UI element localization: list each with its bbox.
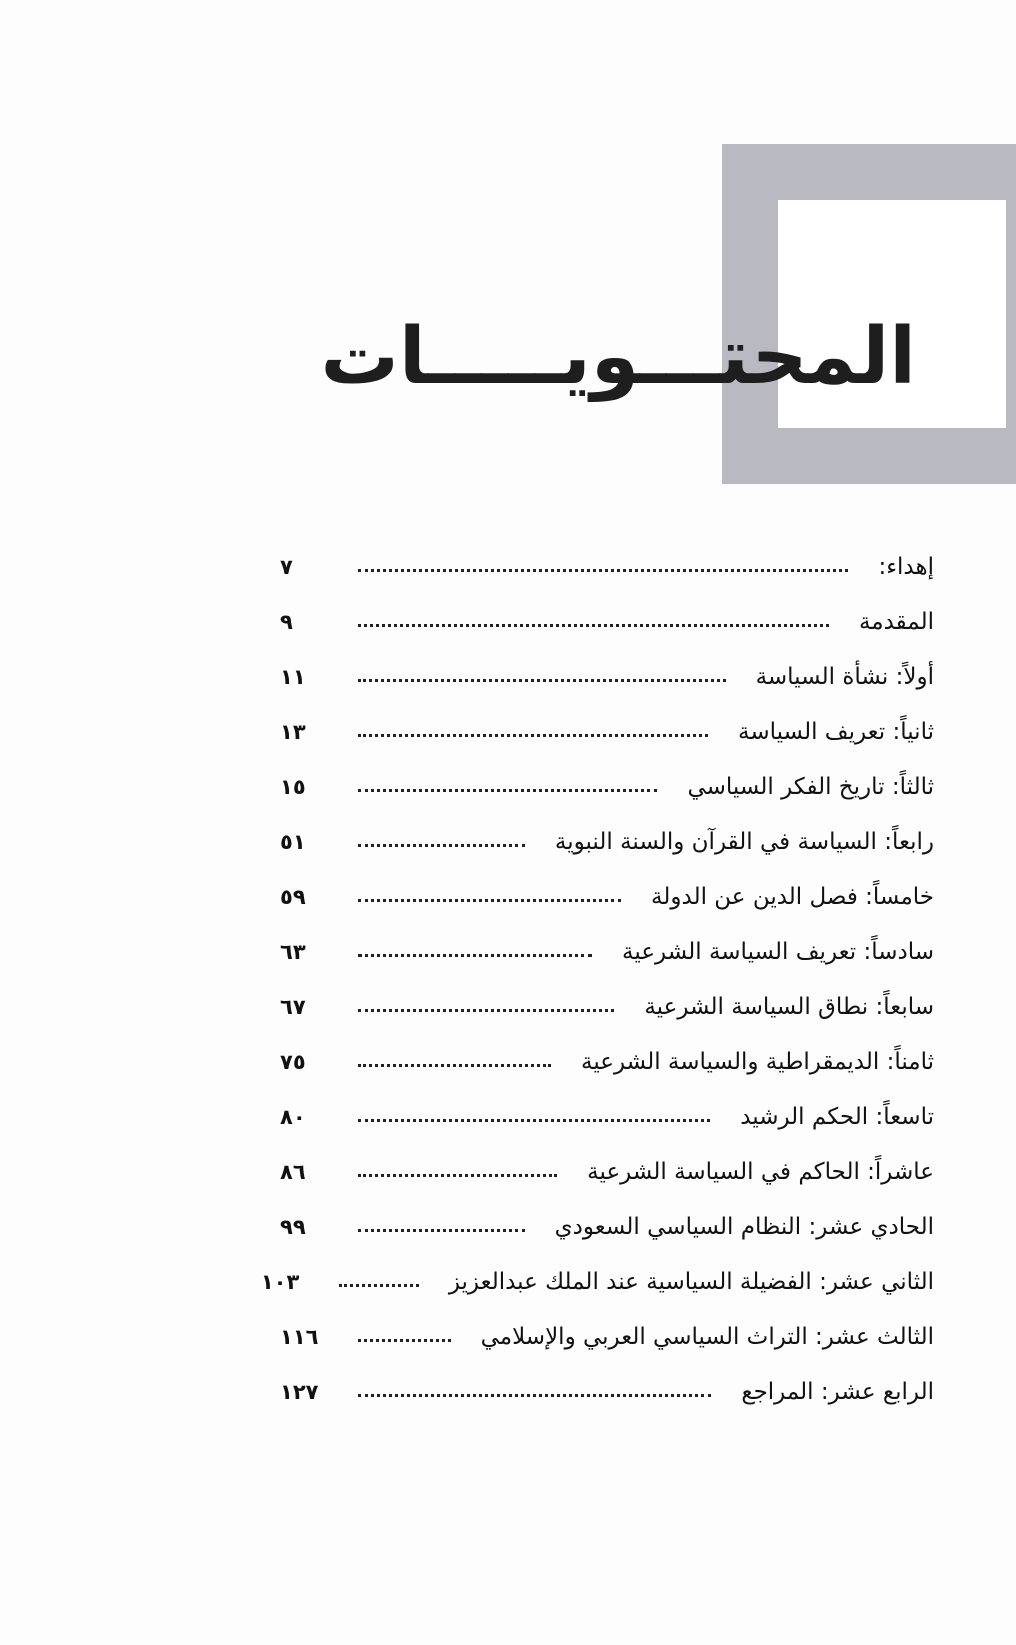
toc-entry-page-number: ٩ [280,610,293,634]
toc-entry [280,829,934,884]
toc-dot-leader [358,954,592,957]
toc-entry-label: الرابع عشر: المراجع [741,1379,934,1405]
toc-entry-label: إهداء: [878,554,934,580]
toc-entry-label: أولاً: نشأة السياسة [755,664,934,690]
toc-dot-leader [358,1339,451,1342]
toc-entry [280,939,934,994]
toc-entry-page-number: ٨٠ [280,1105,306,1129]
toc-entry-page-number: ٨٦ [280,1160,306,1184]
toc-entry-label: ثامناً: الديمقراطية والسياسة الشرعية [581,1049,934,1075]
toc-entry-label: المقدمة [858,609,934,635]
toc-entry-page-number: ١٢٧ [280,1380,319,1404]
toc-entry [280,609,934,664]
toc-entry [280,994,934,1049]
toc-entry [280,774,934,829]
toc-entry-page-number: ٦٧ [280,995,306,1019]
toc-entry [280,1214,934,1269]
toc-entry-page-number: ١١ [280,665,306,689]
toc-dot-leader [358,1394,711,1397]
toc-dot-leader [358,899,621,902]
toc-entry-page-number: ٧٥ [280,1050,306,1074]
toc-dot-leader [358,679,726,682]
toc-entry-page-number: ٧ [280,555,293,579]
toc-entry-page-number: ١١٦ [280,1325,319,1349]
toc-entry-page-number: ٩٩ [280,1215,306,1239]
toc-entry-page-number: ٦٣ [280,940,306,964]
toc-dot-leader [358,734,708,737]
toc-entry-label: خامساً: فصل الدين عن الدولة [651,884,934,910]
toc-entry-label: تاسعاً: الحكم الرشيد [740,1104,934,1130]
toc-dot-leader [358,569,848,572]
toc-entry-label: الحادي عشر: النظام السياسي السعودي [554,1214,934,1240]
toc-dot-leader [358,844,525,847]
toc-entry-label: رابعاً: السياسة في القرآن والسنة النبوية [554,829,934,855]
toc-dot-leader [339,1284,419,1287]
toc-entry [280,664,934,719]
toc-entry [280,1104,934,1159]
toc-entry [280,1049,934,1104]
toc-dot-leader [358,1064,551,1067]
toc-dot-leader [358,1009,614,1012]
toc-dot-leader [358,624,829,627]
toc-entry-label: ثانياً: تعريف السياسة [738,719,934,745]
toc-entry [280,1379,934,1434]
toc-entry-page-number: ٥١ [280,830,306,854]
toc-dot-leader [358,1119,710,1122]
toc-entry [280,1324,934,1379]
toc-entry-page-number: ٥٩ [280,885,306,909]
toc-dot-leader [358,789,657,792]
toc-entry-label: الثالث عشر: التراث السياسي العربي والإسلامي [480,1324,934,1350]
page-title: المحتـــويـــــات [320,312,916,402]
toc-entry [280,884,934,939]
toc-entry-label: ثالثاً: تاريخ الفكر السياسي [687,774,934,800]
toc-entry-label: الثاني عشر: الفضيلة السياسية عند الملك عبدالعزيز [448,1269,934,1295]
table-of-contents [260,554,934,1434]
toc-dot-leader [358,1229,525,1232]
toc-dot-leader [358,1174,557,1177]
toc-entry [280,554,934,609]
toc-entry [260,1269,934,1324]
toc-entry-label: سادساً: تعريف السياسة الشرعية [622,939,934,965]
toc-entry-label: عاشراً: الحاكم في السياسة الشرعية [587,1159,934,1185]
toc-entry [280,1159,934,1214]
toc-entry-page-number: ١٣ [280,720,306,744]
toc-entry-page-number: ١٠٣ [260,1270,300,1294]
toc-entry-label: سابعاً: نطاق السياسة الشرعية [644,994,934,1020]
toc-entry [280,719,934,774]
toc-entry-page-number: ١٥ [280,775,306,799]
